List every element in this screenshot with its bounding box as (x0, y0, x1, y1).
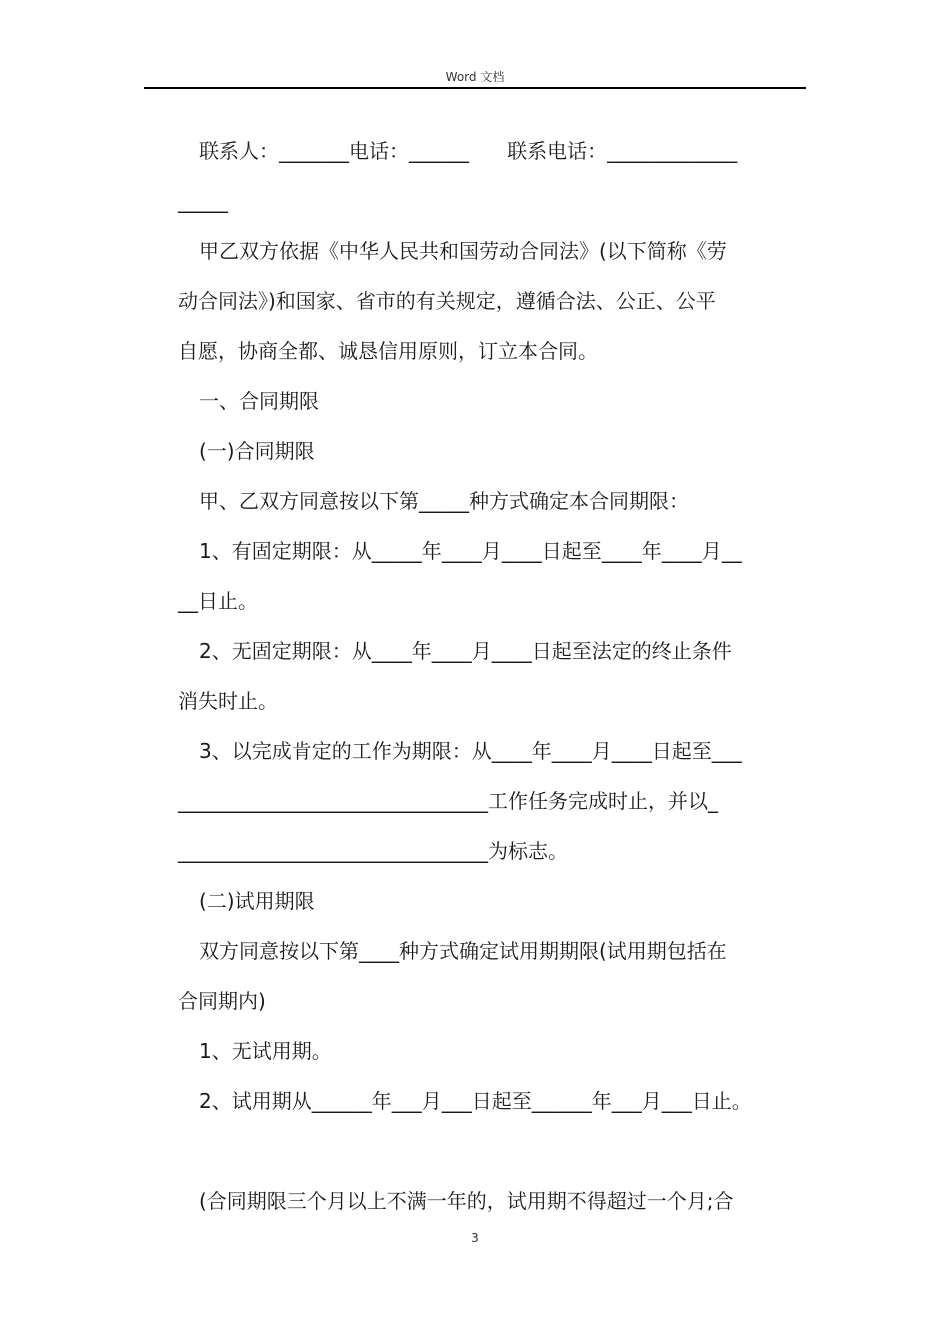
section-heading-contract-term: 一、合同期限 (199, 389, 319, 413)
page-header: Word 文档 (445, 70, 505, 84)
subsection-heading-contract-term: (一)合同期限 (199, 439, 315, 463)
term-method-paragraph: 甲、乙双方同意按以下第_____种方式确定本合同期限： (199, 489, 689, 513)
task-term-item: 3、以完成肯定的工作为期限：从____年____月____日起至___ (199, 739, 742, 763)
fixed-term-item-continued: __日止。 (178, 589, 258, 613)
contact-line-continued: _____ (178, 189, 228, 213)
probation-rule-paragraph: (合同期限三个月以上不满一年的，试用期不得超过一个月;合 (199, 1189, 734, 1213)
probation-method-paragraph: 双方同意按以下第____种方式确定试用期期限(试用期包括在 (199, 939, 727, 963)
task-term-item-line-3: _______________________________为标志。 (178, 839, 568, 863)
preamble-paragraph-line-3: 自愿，协商全都、诚恳信用原则，订立本合同。 (178, 339, 598, 363)
fixed-term-item: 1、有固定期限：从_____年____月____日起至____年____月__ (199, 539, 742, 563)
probation-period-item: 2、试用期从______年___月___日起至______年___月___日止。 (199, 1089, 752, 1113)
header-divider (144, 87, 806, 89)
no-probation-item: 1、无试用期。 (199, 1039, 332, 1063)
page-number: 3 (471, 1231, 479, 1245)
document-body (178, 126, 803, 1226)
open-term-item: 2、无固定期限：从____年____月____日起至法定的终止条件 (199, 639, 732, 663)
paragraph-spacer (178, 1126, 803, 1176)
subsection-heading-probation: (二)试用期限 (199, 889, 315, 913)
open-term-item-continued: 消失时止。 (178, 689, 278, 713)
preamble-paragraph: 甲乙双方依据《中华人民共和国劳动合同法》(以下简称《劳 (199, 239, 727, 263)
preamble-paragraph-line-2: 动合同法》)和国家、省市的有关规定，遵循合法、公正、公平 (178, 289, 716, 313)
probation-method-paragraph-continued: 合同期内) (178, 989, 266, 1013)
contact-line: 联系人：_______电话：______ 联系电话：_____________ (199, 139, 738, 163)
task-term-item-line-2: _______________________________工作任务完成时止，并以_ (178, 789, 718, 813)
